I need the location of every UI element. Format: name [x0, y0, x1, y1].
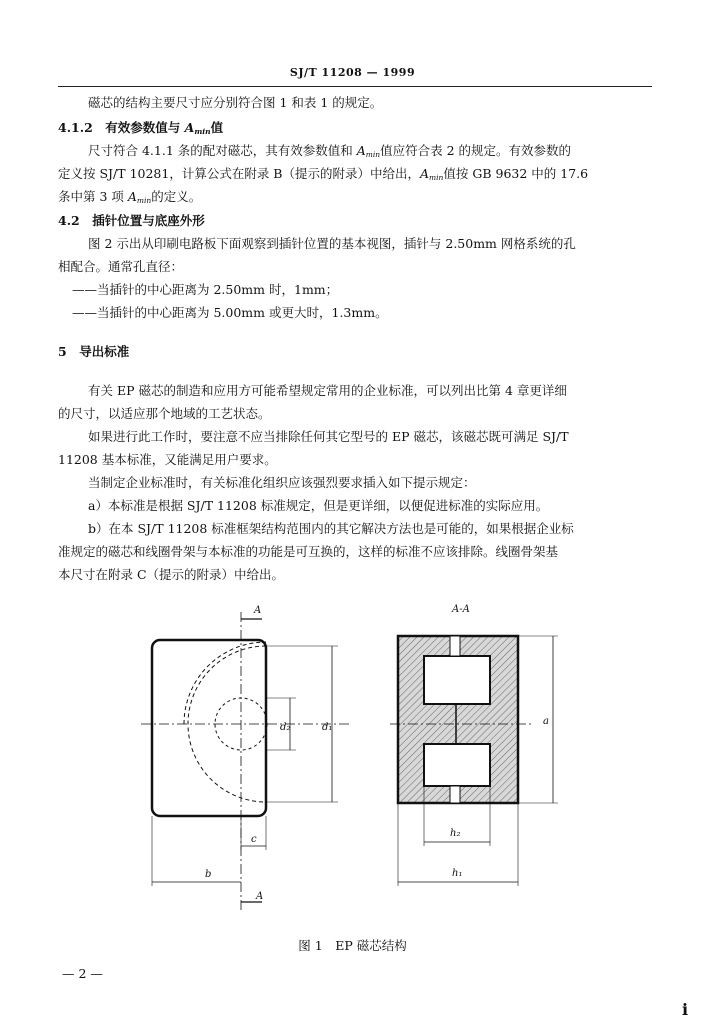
text-span: 定义按 SJ/T 10281，计算公式在附录 B（提示的附录）中给出，: [58, 166, 420, 181]
symbol: A: [420, 166, 430, 181]
subscript: min: [365, 150, 381, 159]
slot-top: [450, 636, 460, 656]
dim-label-c: c: [251, 834, 257, 845]
para-line: 相配合。通常孔直径：: [58, 259, 184, 274]
figure-caption: 图 1 EP 磁芯结构: [298, 938, 407, 953]
dash-item: ——当插针的中心距离为 5.00mm 或更大时，1.3mm。: [72, 305, 388, 320]
para-line: 准规定的磁芯和线圈骨架与本标准的功能是可互换的，这样的标准不应该排除。线圈骨架基: [58, 544, 559, 559]
para-line: 11208 基本标准，又能满足用户要求。: [58, 452, 277, 467]
text-span: 条中第 3 项: [58, 189, 128, 204]
winding-window-bottom: [424, 744, 490, 786]
subscript: min: [429, 173, 444, 182]
symbol: A: [127, 189, 137, 204]
para-line: 当制定企业标准时，有关标准化组织应该强烈要求插入如下提示规定：: [88, 475, 476, 490]
subscript: min: [136, 196, 152, 205]
corner-mark: i: [682, 1000, 689, 1019]
dim-label-a: a: [543, 716, 549, 727]
winding-window-top: [424, 656, 490, 704]
dash-item: ——当插针的中心距离为 2.50mm 时，1mm；: [72, 282, 339, 297]
dim-label-h2: h₂: [450, 828, 461, 839]
dim-label-d2: d₂: [280, 722, 291, 733]
core-outline: [152, 640, 266, 816]
para-line: 图 2 示出从印刷电路板下面观察到插针位置的基本视图，插针与 2.50mm 网格系统的孔: [88, 236, 576, 251]
hidden-bore-arc: [184, 642, 266, 724]
page-number: — 2 —: [62, 966, 103, 981]
text-span: 的定义。: [151, 189, 202, 204]
text-span: 值按 GB 9632 中的 17.6: [443, 166, 589, 181]
slot-bottom: [450, 786, 460, 803]
para-line: 有关 EP 磁芯的制造和应用方可能希望规定常用的企业标准，可以列出比第 4 章更详细: [88, 383, 567, 398]
text-span: 尺寸符合 4.1.1 条的配对磁芯，其有效参数值和: [88, 143, 357, 158]
section-4-2-heading: 4.2 插针位置与底座外形: [58, 213, 205, 228]
cut-label-top: A: [254, 605, 262, 616]
para-line: 本尺寸在附录 C（提示的附录）中给出。: [58, 567, 285, 582]
dim-label-h1: h₁: [452, 868, 463, 879]
cut-label-bottom: A: [256, 891, 264, 902]
para-line: 如果进行此工作时，要注意不应当排除任何其它型号的 EP 磁芯，该磁芯既可满足 SJ/T: [88, 429, 569, 444]
text-span: 磁芯的结构主要尺寸应分别符合图 1 和表 1 的规定。: [88, 95, 383, 110]
section-label: A-A: [452, 604, 470, 615]
dim-label-b: b: [205, 869, 212, 880]
subscript: min: [194, 127, 211, 136]
text-span: 值应符合表 2 的规定。有效参数的: [380, 143, 572, 158]
list-item-b: b）在本 SJ/T 11208 标准框架结构范围内的其它解决方法也是可能的，如果根据企业标: [88, 521, 574, 536]
symbol: A: [184, 120, 195, 135]
side-view: [141, 605, 350, 910]
section-view: [390, 604, 558, 886]
dim-label-d1: d₁: [322, 722, 333, 733]
header-standard-number: SJ/T 11208 — 1999: [289, 66, 416, 79]
text-span: 值: [210, 120, 224, 135]
list-item-a: a）本标准是根据 SJ/T 11208 标准规定，但是更详细，以便促进标准的实际应用。: [88, 498, 549, 513]
section-5-heading: 5 导出标准: [58, 344, 130, 359]
text-span: 4.1.2 有效参数值与: [58, 120, 185, 135]
symbol: A: [356, 143, 366, 158]
para-line: 的尺寸，以适应那个地域的工艺状态。: [58, 406, 271, 421]
